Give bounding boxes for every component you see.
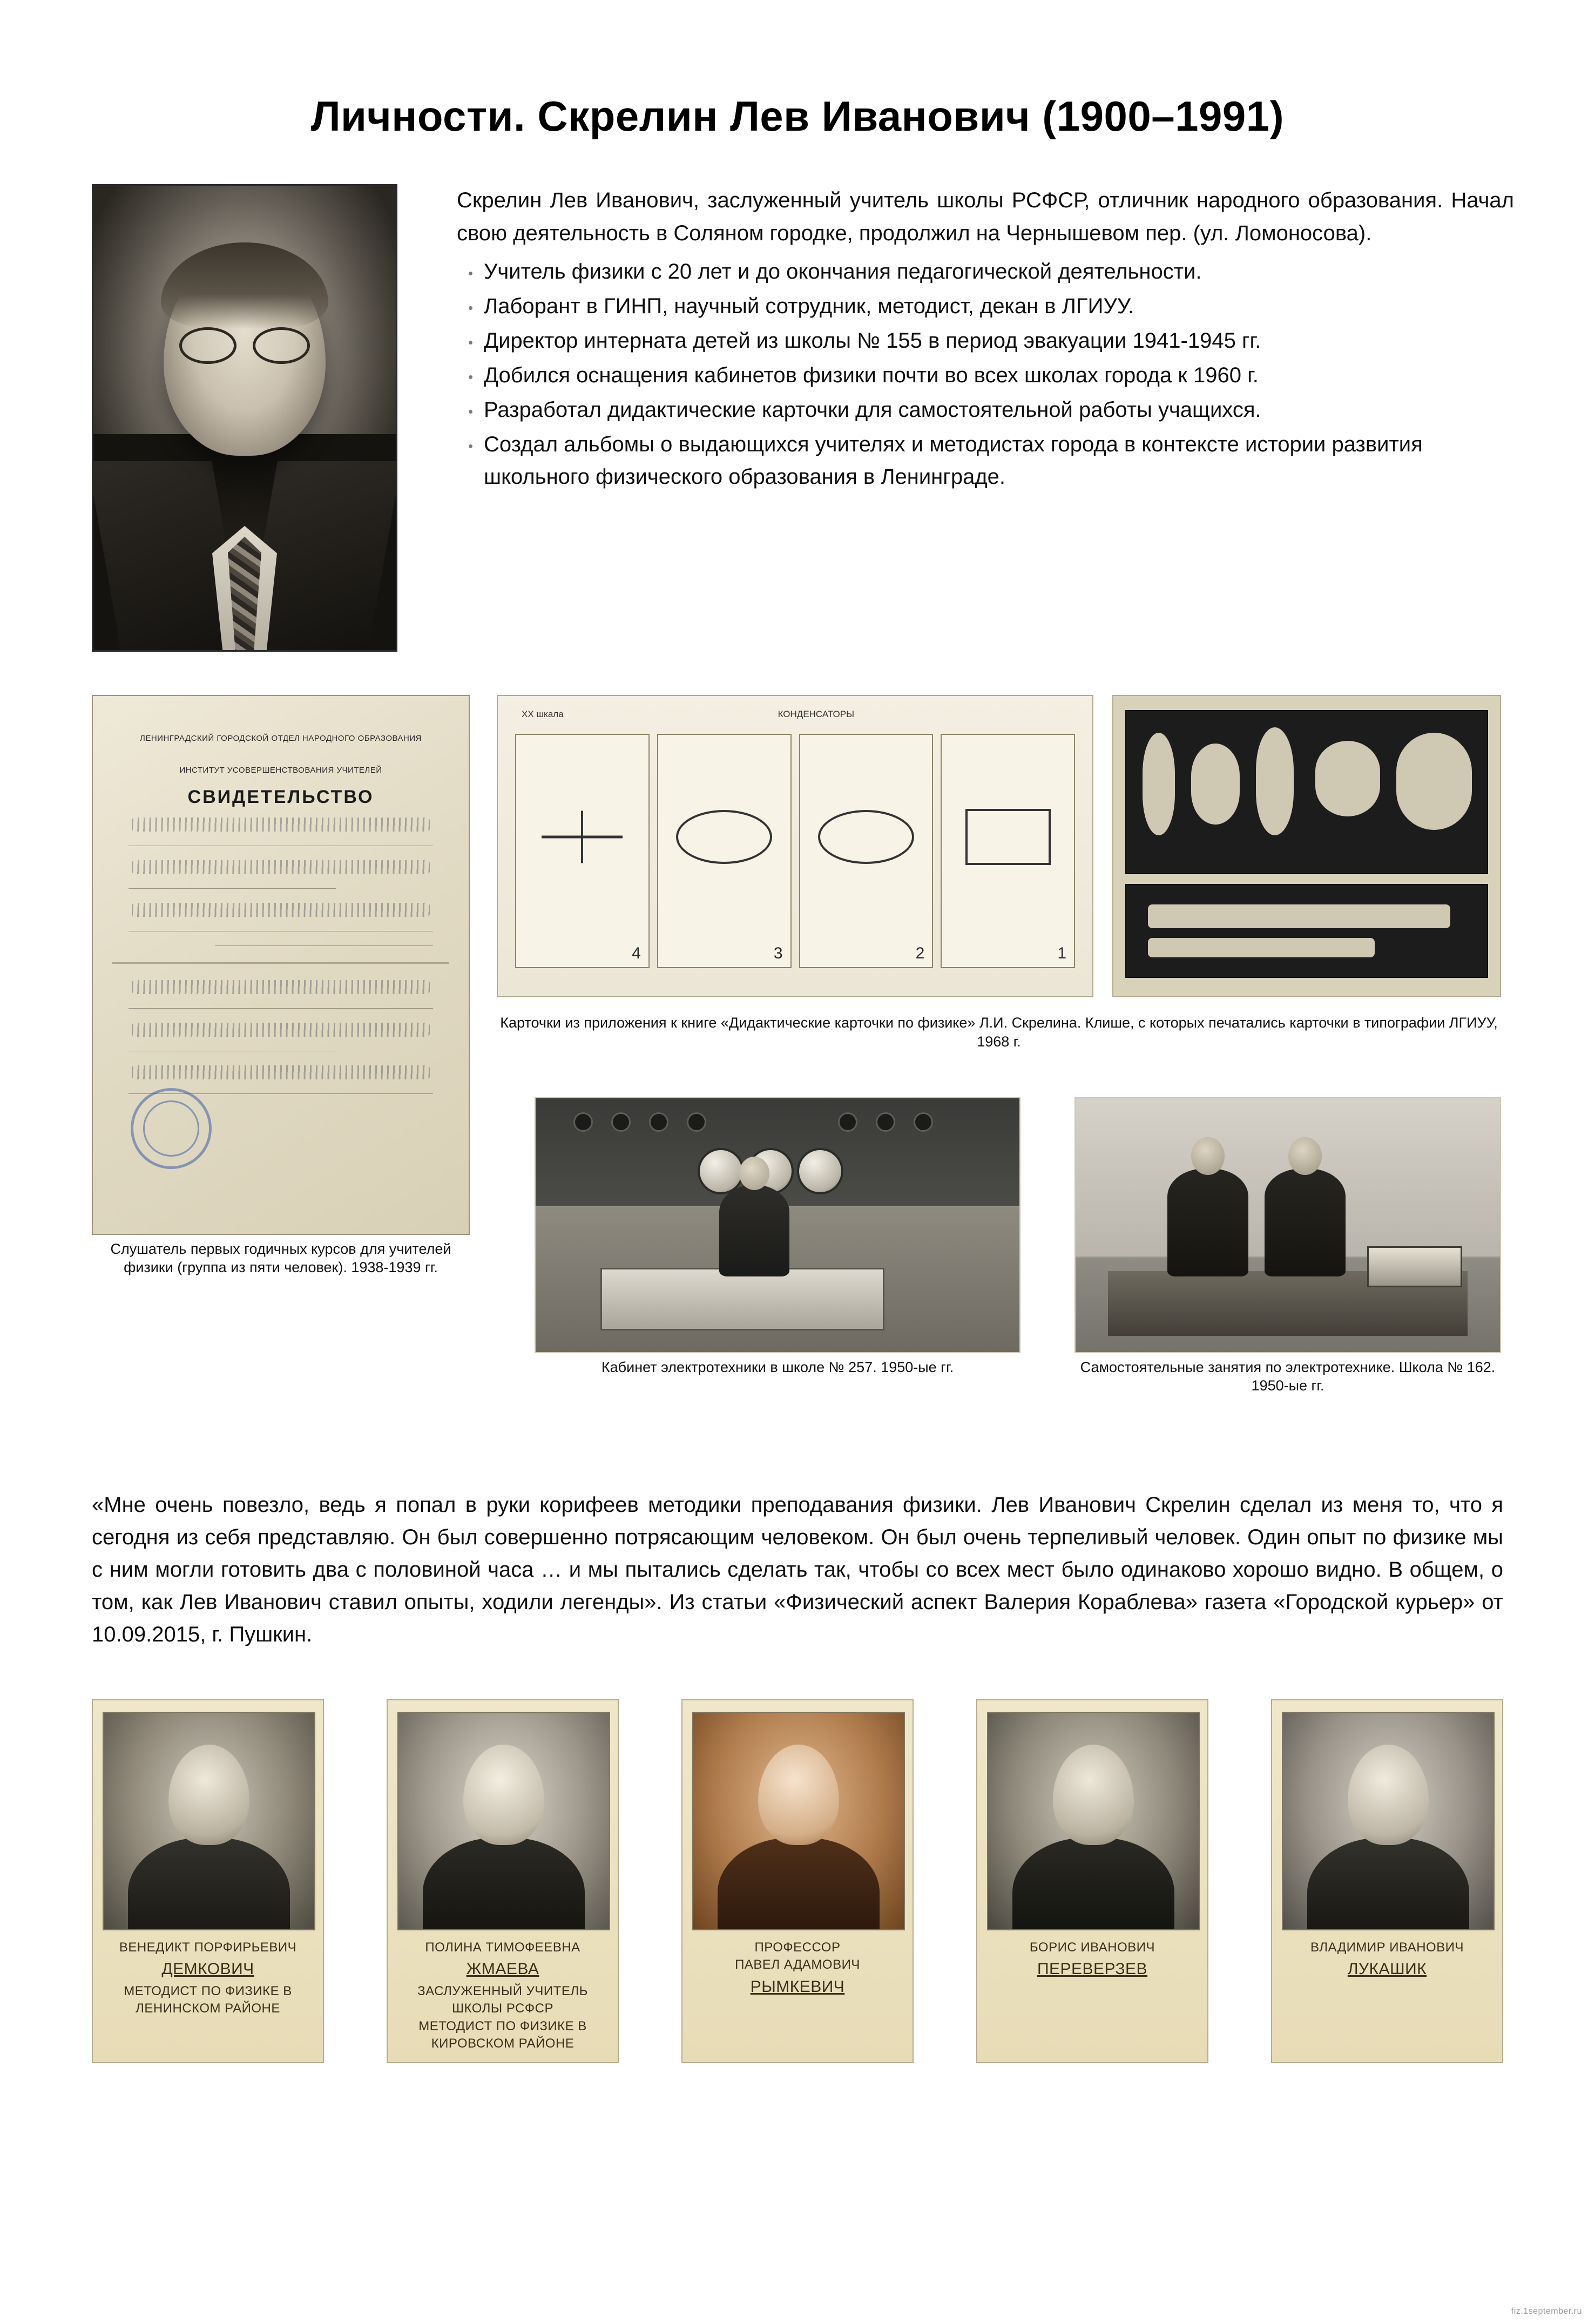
plate-cutout: [1315, 741, 1380, 816]
handwriting-line: [132, 980, 430, 994]
card-number: 4: [632, 944, 641, 962]
ruled-line: [129, 888, 336, 889]
plate-cutout: [1396, 733, 1472, 830]
panel-knob-icon: [649, 1112, 668, 1132]
list-item: Учитель физики с 20 лет и до окончания педагогической деятельности.: [457, 255, 1514, 288]
handwriting-line: [132, 1065, 430, 1079]
colleague-photo: [397, 1712, 610, 1930]
poster-page: [0, 92, 1595, 2324]
intro-section: [92, 184, 1514, 652]
gallery-section: [0, 695, 1595, 1467]
colleague-role-line: ШКОЛЫ РСФСР: [452, 2001, 553, 2016]
cards-header: [508, 706, 1083, 720]
certificate-org-line2: ИНСТИТУТ УСОВЕРШЕНСТВОВАНИЯ УЧИТЕЛЕЙ: [179, 766, 382, 775]
capacitor-oval-icon: [676, 810, 772, 864]
figure-certificate: [92, 695, 470, 1277]
colleague-card: [681, 1699, 914, 2063]
capacitor-rect-icon: [965, 809, 1051, 865]
person-silhouette: [719, 1185, 789, 1276]
list-item: Добился оснащения кабинетов физики почти во всех школах города к 1960 г.: [457, 359, 1514, 391]
colleague-role-line: ЗАСЛУЖЕННЫЙ УЧИТЕЛЬ: [417, 1983, 588, 1998]
colleague-caption: [1282, 1939, 1492, 2020]
colleague-surname: ДЕМКОВИЧ: [161, 1960, 254, 1978]
card-cell: [657, 734, 792, 968]
list-item: Разработал дидактические карточки для самостоятельной работы учащихся.: [457, 394, 1514, 426]
lab-desk: [600, 1268, 884, 1330]
colleague-role-line: КИРОВСКОМ РАЙОНЕ: [431, 2036, 575, 2051]
plate-cutout: [1143, 733, 1175, 835]
handwriting-line: [132, 1023, 430, 1037]
panel-knob-icon: [687, 1112, 706, 1132]
colleague-card: [1271, 1699, 1503, 2063]
panel-knob-icon: [838, 1112, 857, 1132]
didactic-cards-image: [497, 695, 1093, 997]
figure-didactic-cards: [497, 695, 1093, 997]
watermark: fiz.1september.ru: [1511, 2307, 1582, 2316]
photo-electro-cabinet: [535, 1097, 1020, 1353]
plate-cutout: [1148, 904, 1450, 928]
quote-block: «Мне очень повезло, ведь я попал в руки корифеев методики преподавания физики. Лев Иванович Скрелин сделал из меня то, что я сегодня из себя представляю. Он был совершенно потрясающим человеком. Он был очень терпеливый человек. Один опыт по физике мы с ним могли готовить два с половиной часа … и мы пытались сделать так, чтобы со всех мест было одинаково хорошо видно. В общем, о том, как Лев Иванович ставил опыты, ходили легенды». Из статьи «Физический аспект Валерия Кораблева» газета «Городской курьер» от 10.09.2015, г. Пушкин.: [92, 1493, 1503, 1646]
glasses-icon: [177, 327, 312, 360]
list-item: Директор интерната детей из школы № 155 в период эвакуации 1941-1945 гг.: [457, 325, 1514, 357]
panel-knob-icon: [914, 1112, 933, 1132]
colleague-name-line: ВЕНЕДИКТ ПОРФИРЬЕВИЧ: [119, 1940, 297, 1955]
capacitor-oval-icon: [818, 810, 914, 864]
colleague-surname: ЛУКАШИК: [1347, 1960, 1427, 1978]
colleague-role-line: ПРОФЕССОР: [754, 1940, 841, 1955]
certificate-title: СВИДЕТЕЛЬСТВО: [187, 787, 374, 807]
list-item: Лаборант в ГИНП, научный сотрудник, методист, декан в ЛГИУУ.: [457, 290, 1514, 322]
intro-text: [397, 184, 1514, 495]
card-number: 3: [773, 944, 783, 962]
figure-self-study: [1074, 1097, 1501, 1395]
plate-cutout: [1148, 938, 1375, 957]
card-number: 2: [915, 944, 925, 962]
colleague-caption: [987, 1939, 1198, 2020]
card-cell: [941, 734, 1075, 968]
colleague-role-line: МЕТОДИСТ ПО ФИЗИКЕ В: [124, 1983, 292, 1998]
colleague-name-line: БОРИС ИВАНОВИЧ: [1029, 1940, 1155, 1955]
panel-knob-icon: [611, 1112, 631, 1132]
certificate-divider: [112, 962, 449, 964]
cards-header-left: XX шкала: [522, 709, 564, 719]
colleague-photo: [103, 1712, 315, 1930]
plate-cutout: [1191, 744, 1240, 825]
figure-caption: Самостоятельные занятия по электротехнике. Школа № 162. 1950-ые гг.: [1080, 1359, 1496, 1394]
figure-caption: Слушатель первых годичных курсов для учителей физики (группа из пяти человек). 1938-1939 гг.: [110, 1241, 451, 1275]
meter-dial-icon: [698, 1148, 744, 1194]
colleague-photo: [1282, 1712, 1495, 1930]
colleague-photo: [987, 1712, 1200, 1930]
list-item: Создал альбомы о выдающихся учителях и методистах города в контексте истории развития школьного физического образования в Ленинграде.: [457, 428, 1514, 493]
colleague-name-line: ПОЛИНА ТИМОФЕЕВНА: [425, 1940, 580, 1955]
meter-dial-icon: [797, 1148, 843, 1194]
ruled-line: [129, 1008, 433, 1009]
capacitor-plate-icon: [542, 836, 623, 839]
plate-cutout: [1256, 727, 1294, 835]
cards-row: [508, 734, 1083, 968]
figure-printing-plates: [1112, 695, 1501, 997]
colleague-name-line: ПАВЕЛ АДАМОВИЧ: [735, 1957, 860, 1972]
colleague-card: [92, 1699, 324, 2063]
electro-device: [1367, 1246, 1462, 1287]
card-cell: [799, 734, 934, 968]
person-silhouette: [1265, 1168, 1346, 1276]
colleague-caption: [397, 1939, 608, 2052]
ruled-line: [215, 945, 433, 946]
colleague-surname: РЫМКЕВИЧ: [750, 1977, 845, 1996]
colleague-surname: ПЕРЕВЕРЗЕВ: [1037, 1960, 1148, 1978]
colleague-caption: [692, 1939, 903, 2020]
colleague-role-line: ЛЕНИНСКОМ РАЙОНЕ: [136, 2001, 280, 2016]
intro-lead: Скрелин Лев Иванович, заслуженный учитель школы РСФСР, отличник народного образования. Начал свою деятельность в Соляном городке, продолжил на Чернышевом пер. (ул. Ломоносова).: [457, 188, 1514, 245]
card-cell: [515, 734, 650, 968]
printing-plate-small: [1125, 884, 1488, 978]
cards-header-center: КОНДЕНСАТОРЫ: [778, 709, 855, 719]
handwriting-line: [132, 818, 430, 832]
page-title: Личности. Скрелин Лев Иванович (1900–1991): [310, 92, 1285, 140]
card-number: 1: [1057, 944, 1066, 962]
panel-knob-icon: [876, 1112, 895, 1132]
colleague-role-line: МЕТОДИСТ ПО ФИЗИКЕ В: [418, 2018, 587, 2034]
figure-electro-cabinet: [535, 1097, 1020, 1377]
figure-caption-cards: Карточки из приложения к книге «Дидактические карточки по физике» Л.И. Скрелина. Клише, с которых печатались карточки в типографии ЛГИУУ, 1968 г.: [500, 1015, 1498, 1050]
colleague-surname: ЖМАЕВА: [466, 1960, 539, 1978]
panel-knob-icon: [573, 1112, 593, 1132]
colleague-name-line: ВЛАДИМИР ИВАНОВИЧ: [1310, 1940, 1464, 1955]
colleague-card: [976, 1699, 1208, 2063]
colleague-card: [387, 1699, 619, 2063]
printing-plate-large: [1125, 710, 1488, 874]
handwriting-line: [132, 903, 430, 917]
official-stamp-icon: [131, 1088, 212, 1169]
photo-self-study: [1074, 1097, 1501, 1353]
colleague-caption: [103, 1939, 313, 2020]
portrait-photo-skrelin: [92, 184, 397, 652]
colleagues-gallery: [92, 1699, 1503, 2063]
printing-plates-image: [1112, 695, 1501, 997]
facts-list: [457, 255, 1514, 493]
handwriting-line: [132, 860, 430, 874]
colleague-photo: [692, 1712, 905, 1930]
certificate-org-line1: ЛЕНИНГРАДСКИЙ ГОРОДСКОЙ ОТДЕЛ НАРОДНОГО ОБРАЗОВАНИЯ: [139, 734, 422, 743]
certificate-image: [92, 695, 470, 1235]
person-silhouette: [1167, 1168, 1248, 1276]
figure-caption: Кабинет электротехники в школе № 257. 1950-ые гг.: [601, 1359, 954, 1375]
